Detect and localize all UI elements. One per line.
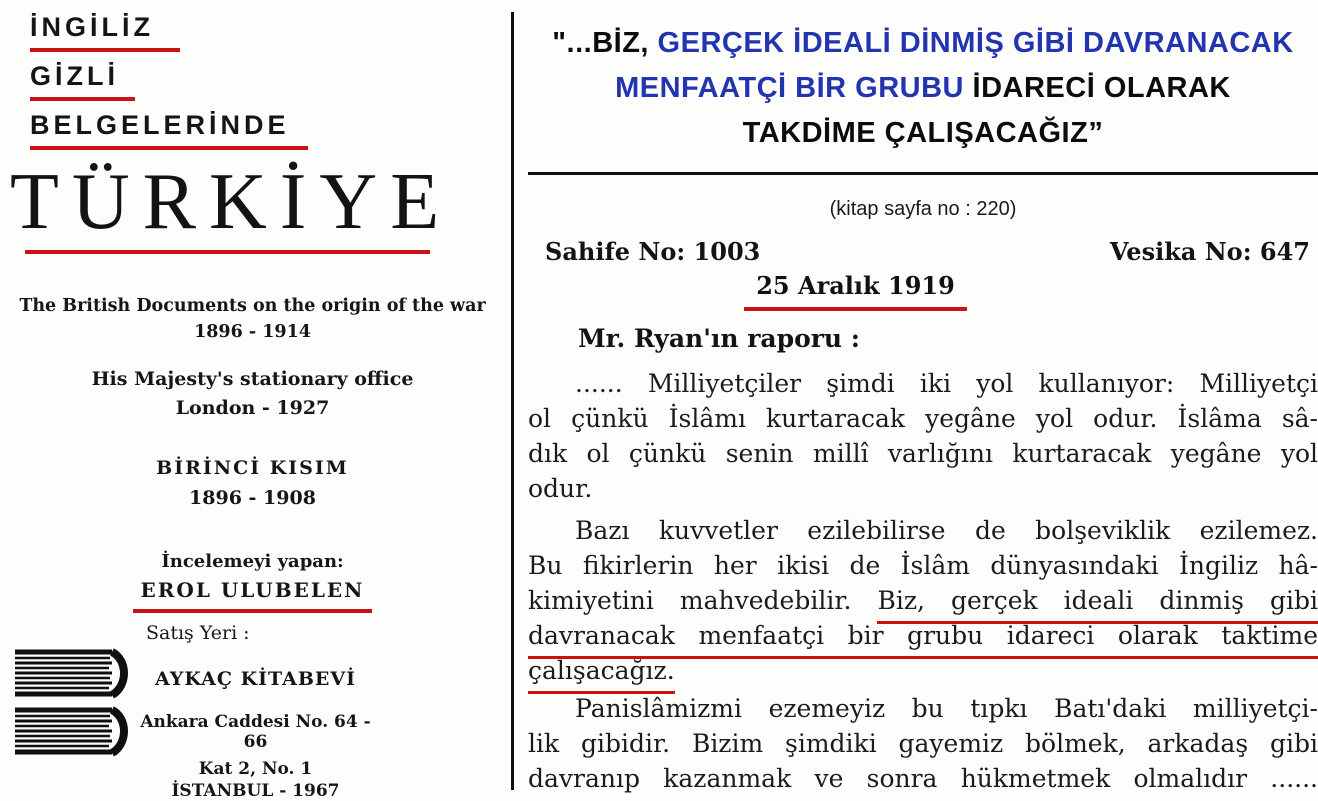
body-line bbox=[528, 618, 1318, 653]
store-address-2: Kat 2, No. 1 bbox=[198, 759, 313, 779]
quote-headline bbox=[528, 0, 1318, 156]
source-years: 1896 - 1914 bbox=[194, 322, 311, 342]
headline-line-1 bbox=[528, 21, 1318, 66]
imprint-block bbox=[0, 296, 505, 613]
body-line: ...... Milliyetçiler şimdi iki yol kullanıyor: Milliyetçi bbox=[575, 369, 1318, 398]
headline-blue-segment: GERÇEK İDEALİ DİNMİŞ GİBİ DAVRANACAK bbox=[657, 27, 1294, 59]
reviewer-label: İncelemeyi yapan: bbox=[161, 551, 344, 572]
body-text-segment: kimiyetini mahvedebilir. bbox=[528, 586, 878, 615]
book-page-reference: (kitap sayfa no : 220) bbox=[829, 198, 1017, 220]
vesika-no: Vesika No: 647 bbox=[1109, 237, 1310, 266]
headline-line-3 bbox=[528, 111, 1318, 156]
report-title: Mr. Ryan'ın raporu : bbox=[578, 324, 861, 353]
cover-title-line bbox=[30, 110, 308, 150]
cover-title-text: İNGİLİZ bbox=[30, 12, 154, 42]
store-name: AYKAÇ KİTABEVİ bbox=[155, 668, 356, 690]
store-city-year: İSTANBUL - 1967 bbox=[162, 781, 348, 801]
body-line: lik gibidir. Bizim şimdiki gayemiz bölmek, arkadaş gibi bbox=[528, 729, 1318, 758]
store-city-year-line bbox=[138, 781, 373, 801]
source-title: The British Documents on the origin of the war bbox=[19, 296, 486, 316]
body-line: dık ol çünkü senin millî varlığını kurtaracak yegâne yol bbox=[528, 439, 1318, 468]
body-line: Panislâmizmi ezemeyiz bu tıpkı Batı'daki milliyetçi- bbox=[575, 694, 1318, 723]
store-block bbox=[138, 668, 373, 801]
document-date-row bbox=[528, 271, 1318, 311]
document-date: 25 Aralık 1919 bbox=[744, 271, 967, 311]
red-underlined-text: çalışacağız. bbox=[528, 656, 675, 694]
headline-line-2 bbox=[528, 66, 1318, 111]
store-address: Ankara Caddesi No. 64 - 66 bbox=[140, 712, 371, 752]
red-underline bbox=[30, 97, 135, 101]
body-line: Bazı kuvvetler ezilebilirse de bolşeviklik ezilemez. bbox=[575, 516, 1318, 545]
red-underline bbox=[25, 250, 430, 254]
part-label: BİRİNCİ KISIM bbox=[156, 457, 349, 479]
headline-black-segment: "...BİZ, bbox=[552, 27, 658, 59]
sales-point-label: Satış Yeri : bbox=[146, 622, 250, 644]
reviewer-name: EROL ULUBELEN bbox=[133, 578, 373, 613]
body-line bbox=[528, 583, 1318, 618]
red-underline bbox=[30, 48, 180, 52]
red-underline bbox=[30, 146, 308, 150]
horizontal-divider bbox=[528, 172, 1318, 175]
cover-title-text: GİZLİ bbox=[30, 61, 119, 91]
body-line: ol çünkü İslâmı kurtaracak yegâne yol odur. İslâma sâ- bbox=[528, 404, 1318, 433]
body-line: Bu fikirlerin her ikisi de İslâm dünyasındaki İngiliz hâ- bbox=[528, 551, 1318, 580]
vertical-divider bbox=[511, 12, 514, 790]
cover-title-line bbox=[30, 61, 308, 101]
headline-black-segment: İDARECİ OLARAK bbox=[972, 72, 1231, 104]
publisher-place: London - 1927 bbox=[175, 397, 330, 419]
part-years: 1896 - 1908 bbox=[189, 487, 316, 509]
sahife-no: Sahife No: 1003 bbox=[545, 237, 761, 266]
cover-title-block bbox=[30, 12, 308, 159]
document-page bbox=[528, 0, 1318, 801]
report-body bbox=[528, 366, 1318, 796]
reviewer-name-line bbox=[0, 578, 505, 613]
document-reference-row bbox=[528, 237, 1318, 266]
red-underlined-text: Biz, gerçek ideali dinmiş gibi bbox=[877, 586, 1318, 624]
red-underlined-text: davranacak menfaatçi bir grubu idareci olarak taktime bbox=[528, 621, 1318, 659]
book-cover-page bbox=[0, 0, 510, 801]
cover-title-text: BELGELERİNDE bbox=[30, 110, 290, 140]
headline-black-segment: TAKDİME ÇALIŞACAĞIZ” bbox=[742, 117, 1104, 149]
books-icon bbox=[12, 648, 142, 764]
body-line: davranıp kazanmak ve sonra hükmetmek olmalıdır ...... bbox=[528, 764, 1318, 793]
publisher-line: His Majesty's stationary office bbox=[91, 368, 414, 390]
cover-title-line bbox=[30, 12, 308, 52]
headline-blue-segment: MENFAATÇİ BİR GRUBU bbox=[615, 72, 973, 104]
main-title: TÜRKİYE bbox=[10, 158, 453, 246]
body-line: odur. bbox=[528, 474, 593, 503]
